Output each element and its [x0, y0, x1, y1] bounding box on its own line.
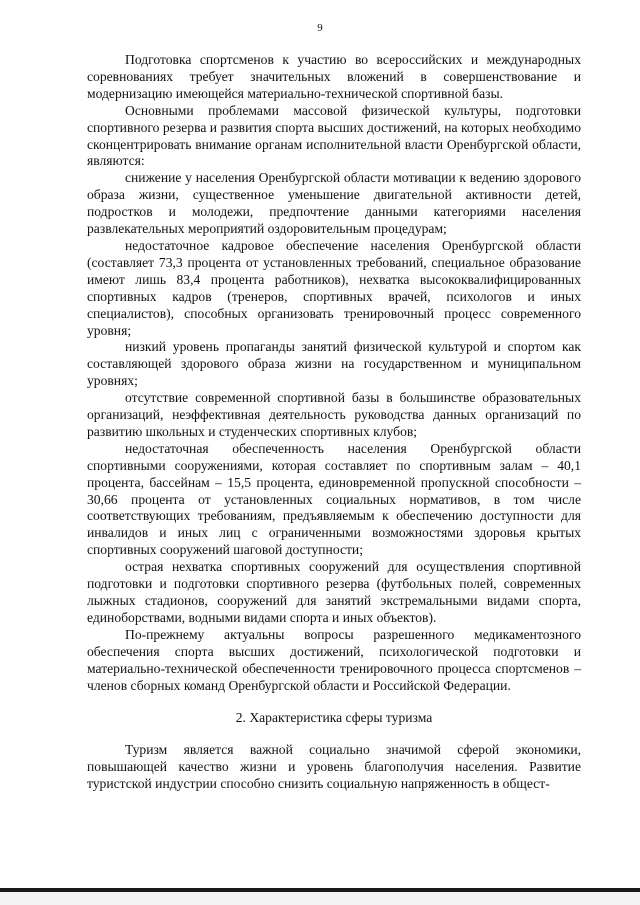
paragraph: Туризм является важной социально значимой сферой экономики, повышающей качество жизни и уровень благополучия населения. Развитие туристской индустрии способно снизить социальную напряженность в общест- — [87, 742, 581, 792]
page-number: 9 — [317, 22, 323, 34]
list-item: отсутствие современной спортивной базы в большинстве образовательных организаций, неэффективная деятельность руководства данных организаций по развитию школьных и студенческих спортивных клубов; — [87, 390, 581, 439]
document-body — [87, 52, 581, 793]
list-item: недостаточная обеспеченность населения Оренбургской области спортивными сооружениями, которая составляет по спортивным залам – 40,1 процента, бассейнам – 15,5 процента, единовременной пропускной способности – 30,66 процента от установленных социальных нормативов, в том числе соответствующих требованиям, предъявляемым к обеспечению доступности для инвалидов и иных лиц с ограниченными возможностями здоровья крытых спортивных сооружений шаговой доступности; — [87, 440, 581, 558]
paragraph: По-прежнему актуальны вопросы разрешенного медикаментозного обеспечения спорта высших достижений, психологической подготовки и материально-технической обеспеченности тренировочного процесса спортсменов – членов сборных команд Оренбургской области и Российской Федерации. — [87, 626, 581, 693]
paragraph: Подготовка спортсменов к участию во всероссийских и международных соревнованиях требует значительных вложений в совершенствование и модернизацию имеющейся материально-технической спортивной базы. — [87, 52, 581, 101]
list-item: низкий уровень пропаганды занятий физической культурой и спортом как составляющей здорового образа жизни на государственном и муниципальном уровнях; — [87, 339, 581, 389]
list-item: снижение у населения Оренбургской области мотивации к ведению здорового образа жизни, существенное уменьшение двигательной активности детей, подростков и молодежи, предпочтение данными категориями населения развлекательных мероприятий оздоровительным процедурам; — [87, 170, 581, 237]
list-item: острая нехватка спортивных сооружений для осуществления спортивной подготовки и подготовки спортивного резерва (футбольных полей, современных лыжных стадионов, сооружений для занятий экстремальными видами спорта, единоборствами, водными видами спорта и иных объектов). — [87, 559, 581, 625]
list-item: недостаточное кадровое обеспечение населения Оренбургской области (составляет 73,3 процента от установленных требований, специальное образование имеют лишь 83,4 процента работников), нехватка высококвалифицированных спортивных кадров (тренеров, спортивных врачей, психологов и иных специалистов), способных организовать тренировочный процесс современного уровня; — [87, 237, 581, 338]
section-heading: 2. Характеристика сферы туризма — [235, 710, 433, 726]
paragraph: Основными проблемами массовой физической культуры, подготовки спортивного резерва и развития спорта высших достижений, на которых необходимо сконцентрировать внимание органам исполнительной власти Оренбургской области, являются: — [87, 102, 581, 169]
scan-bottom-margin — [0, 892, 640, 905]
